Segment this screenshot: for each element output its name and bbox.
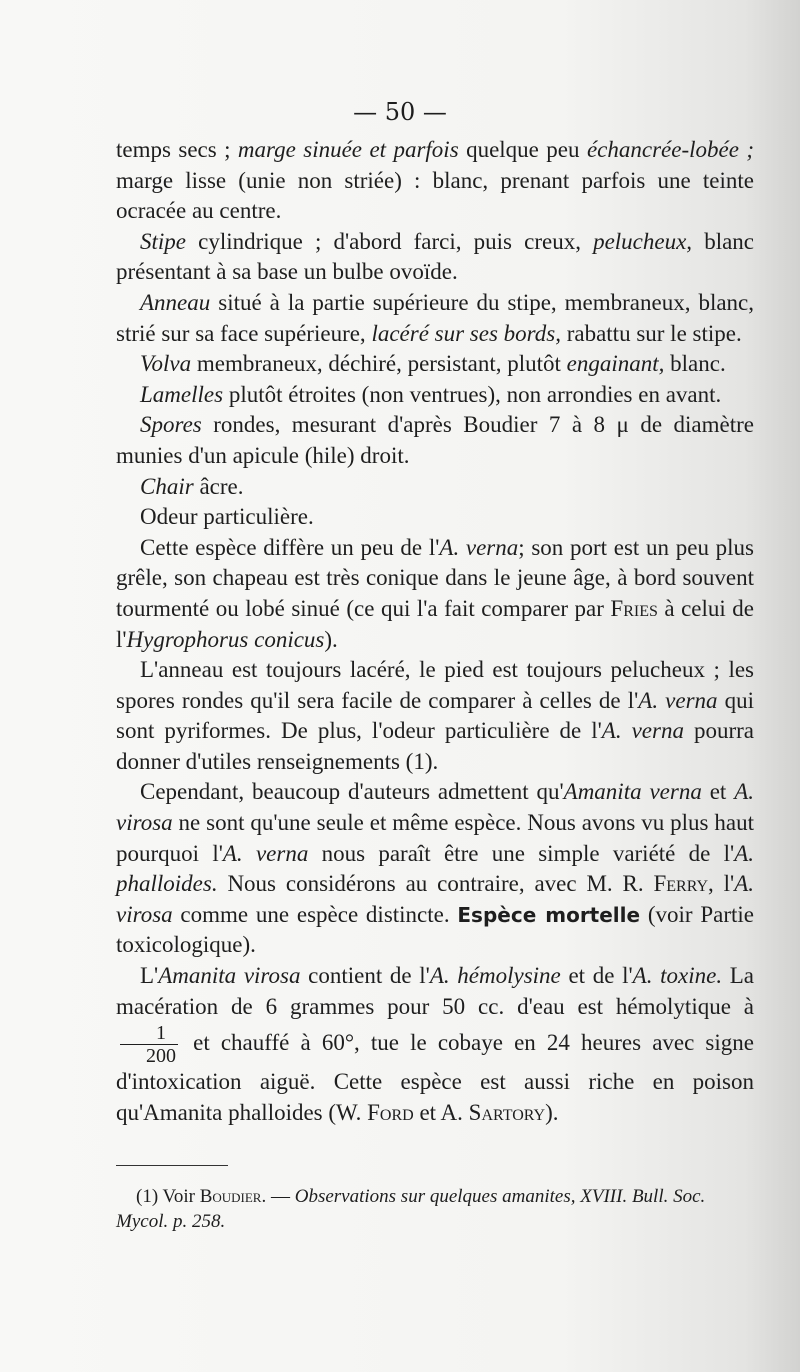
paragraph-anneau: Anneau situé à la partie supérieure du stipe, membraneux, blanc, strié sur sa face supérieure, lacéré sur ses bords, rabattu sur le stipe. <box>116 289 754 346</box>
paragraph-lamelles: Lamelles plutôt étroites (non ventrues), non arrondies en avant. <box>140 381 722 407</box>
footnote-text: (1) Voir Boudier. — Observations sur quelques amanites, XVIII. Bull. Soc. Mycol. p. 258. <box>116 1186 706 1232</box>
paragraph-anneau-lacere: L'anneau est toujours lacéré, le pied est toujours pelucheux ; les spores rondes qu'il sera facile de comparer à celles de l'A. verna qui sont pyriformes. De plus, l'odeur particulière de l'A. verna pourra donner d'utiles renseignements (1). <box>116 657 754 774</box>
paragraph-virosa-toxines: L'Amanita virosa contient de l'A. hémolysine et de l'A. toxine. La macération de 6 grammes pour 50 cc. d'eau est hémolytique à $\frac{1}{200}$ et chauffé à 60°, tue le cobaye en 24 heures avec signe d'intoxication aiguë. Cette espèce est aussi riche en poison qu'Amanita phalloides (W. Ford et A. Sartory). <box>116 963 755 1125</box>
paragraph-volva: Volva membraneux, déchiré, persistant, plutôt engainant, blanc. <box>140 351 726 377</box>
paragraph-spores: Spores rondes, mesurant d'après Boudier 7 à 8 μ de diamètre munies d'un apicule (hile) droit. <box>116 412 754 468</box>
term-anneau: Anneau <box>140 289 211 315</box>
term-volva: Volva <box>140 351 192 377</box>
fraction-numerator: 1 <box>120 1022 178 1045</box>
paragraph-chair: Chair âcre. <box>140 473 244 499</box>
fraction <box>120 1022 178 1067</box>
term-lamelles: Lamelles <box>140 381 224 407</box>
footnote-rule <box>116 1165 228 1166</box>
term-spores: Spores <box>140 412 202 438</box>
paragraph-cependant: Cependant, beaucoup d'auteurs admettent qu'Amanita verna et A. virosa ne sont qu'une seule et même espèce. Nous avons vu plus haut pourquoi l'A. verna nous paraît être une simple variété de l'A. phalloides. Nous considérons au contraire, avec M. R. Ferry, l'A. virosa comme une espèce distincte. Espèce mortelle (voir Partie toxicologique). <box>116 779 754 958</box>
paragraph-stipe: Stipe cylindrique ; d'abord farci, puis creux, pelucheux, blanc présentant à sa base un bulbe ovoïde. <box>116 228 754 285</box>
term-chair: Chair <box>140 473 194 499</box>
paragraph-odeur: Odeur particulière. <box>140 504 314 530</box>
fraction-denominator: 200 <box>146 1045 176 1068</box>
term-stipe: Stipe <box>140 228 186 254</box>
paragraph-marge: temps secs ; marge sinuée et parfois quelque peu échancrée-lobée ; marge lisse (unie non striée) : blanc, prenant parfois une teinte ocracée au centre. <box>116 137 754 224</box>
footnote <box>116 1184 756 1234</box>
paragraph-difference: Cette espèce diffère un peu de l'A. verna; son port est un peu plus grêle, son chapeau est très conique dans le jeune âge, à bord souvent tourmenté ou lobé sinué (ce qui l'a fait comparer par Fries à celui de l'Hygrophorus conicus). <box>116 534 754 652</box>
body-text <box>116 135 754 1128</box>
page-number: — 50 — <box>353 98 447 126</box>
warning-mortelle: Espèce mortelle <box>457 902 641 927</box>
